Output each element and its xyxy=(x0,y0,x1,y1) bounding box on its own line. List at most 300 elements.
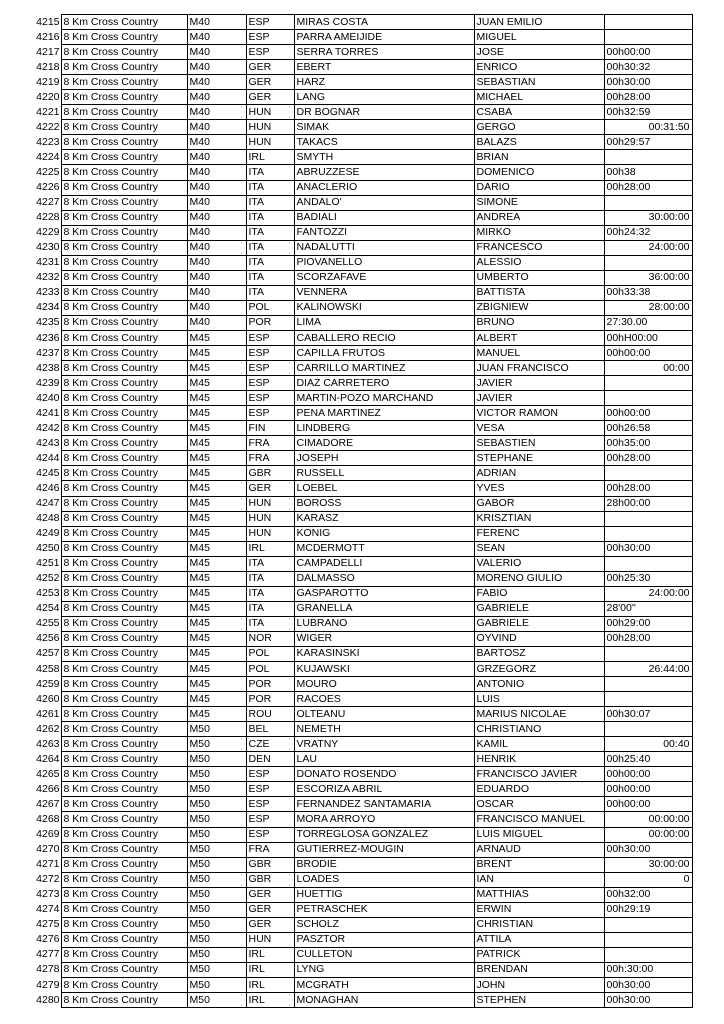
table-row xyxy=(33,571,692,586)
surname-cell: LUBRANO xyxy=(294,616,474,631)
table-row xyxy=(33,812,692,827)
nation-cell: ESP xyxy=(246,827,294,842)
first-name-cell: EDUARDO xyxy=(474,782,604,797)
event-cell: 8 Km Cross Country xyxy=(61,978,187,993)
surname-cell: PASZTOR xyxy=(294,932,474,947)
category-cell: M50 xyxy=(187,978,246,993)
surname-cell: ANACLERIO xyxy=(294,180,474,195)
row-number: 4235 xyxy=(36,316,60,329)
category-cell: M45 xyxy=(187,677,246,692)
row-number: 4248 xyxy=(36,512,60,525)
first-name-cell: FRANCISCO MANUEL xyxy=(474,812,604,827)
row-number: 4278 xyxy=(36,963,60,976)
first-name-cell: CSABA xyxy=(474,105,604,120)
category-cell: M45 xyxy=(187,616,246,631)
first-name-cell: FRANCESCO xyxy=(474,240,604,255)
category-cell: M45 xyxy=(187,361,246,376)
nation-cell: ITA xyxy=(246,586,294,601)
first-name-cell: MORENO GIULIO xyxy=(474,571,604,586)
surname-cell: LINDBERG xyxy=(294,421,474,436)
first-name-cell: BARTOSZ xyxy=(474,646,604,661)
time-cell: 00h30:07 xyxy=(604,707,692,722)
row-number: 4270 xyxy=(36,843,60,856)
surname-cell: TAKACS xyxy=(294,135,474,150)
time-cell: 00h28:00 xyxy=(604,481,692,496)
table-row xyxy=(33,285,692,300)
row-number: 4219 xyxy=(36,75,60,88)
table-row xyxy=(33,932,692,947)
nation-cell: FRA xyxy=(246,842,294,857)
row-number: 4276 xyxy=(36,933,60,946)
nation-cell: GER xyxy=(246,887,294,902)
surname-cell: NADALUTTI xyxy=(294,240,474,255)
nation-cell: ESP xyxy=(246,782,294,797)
event-cell: 8 Km Cross Country xyxy=(61,737,187,752)
event-cell: 8 Km Cross Country xyxy=(61,571,187,586)
first-name-cell: VESA xyxy=(474,421,604,436)
table-row xyxy=(33,707,692,722)
nation-cell: BEL xyxy=(246,722,294,737)
time-cell: 00h30:00 xyxy=(604,842,692,857)
event-cell: 8 Km Cross Country xyxy=(61,692,187,707)
surname-cell: PENA MARTINEZ xyxy=(294,406,474,421)
category-cell: M40 xyxy=(187,285,246,300)
first-name-cell: LUIS MIGUEL xyxy=(474,827,604,842)
first-name-cell: JUAN EMILIO xyxy=(474,15,604,30)
nation-cell: ESP xyxy=(246,797,294,812)
first-name-cell: HENRIK xyxy=(474,752,604,767)
time-cell: 00h30:00 xyxy=(604,541,692,556)
category-cell: M40 xyxy=(187,60,246,75)
row-number: 4243 xyxy=(36,436,60,449)
category-cell: M45 xyxy=(187,436,246,451)
table-row xyxy=(33,586,692,601)
category-cell: M40 xyxy=(187,45,246,60)
table-row xyxy=(33,300,692,315)
nation-cell: HUN xyxy=(246,511,294,526)
time-cell: 00h:30:00 xyxy=(604,962,692,977)
time-cell: 00h30:00 xyxy=(604,978,692,993)
first-name-cell: ERWIN xyxy=(474,902,604,917)
results-table-body xyxy=(33,15,692,1008)
time-cell xyxy=(604,30,692,45)
time-cell xyxy=(604,195,692,210)
event-cell: 8 Km Cross Country xyxy=(61,210,187,225)
surname-cell: DR BOGNAR xyxy=(294,105,474,120)
surname-cell: RACOES xyxy=(294,692,474,707)
category-cell: M45 xyxy=(187,376,246,391)
time-cell xyxy=(604,526,692,541)
surname-cell: MOURO xyxy=(294,677,474,692)
table-row xyxy=(33,782,692,797)
surname-cell: EBERT xyxy=(294,60,474,75)
event-cell: 8 Km Cross Country xyxy=(61,842,187,857)
event-cell: 8 Km Cross Country xyxy=(61,406,187,421)
first-name-cell: MATTHIAS xyxy=(474,887,604,902)
table-row xyxy=(33,451,692,466)
row-number: 4215 xyxy=(36,15,60,28)
event-cell: 8 Km Cross Country xyxy=(61,391,187,406)
surname-cell: ABRUZZESE xyxy=(294,165,474,180)
event-cell: 8 Km Cross Country xyxy=(61,225,187,240)
event-cell: 8 Km Cross Country xyxy=(61,511,187,526)
table-row xyxy=(33,752,692,767)
nation-cell: IRL xyxy=(246,978,294,993)
time-cell: 00h00:00 xyxy=(604,346,692,361)
category-cell: M50 xyxy=(187,797,246,812)
nation-cell: POL xyxy=(246,300,294,315)
category-cell: M40 xyxy=(187,270,246,285)
surname-cell: LYNG xyxy=(294,962,474,977)
time-cell: 00h29:00 xyxy=(604,616,692,631)
table-row xyxy=(33,361,692,376)
table-row xyxy=(33,255,692,270)
event-cell: 8 Km Cross Country xyxy=(61,556,187,571)
time-cell: 30:00:00 xyxy=(604,857,692,872)
table-row xyxy=(33,165,692,180)
time-cell: 00h30:00 xyxy=(604,993,692,1008)
category-cell: M40 xyxy=(187,315,246,330)
surname-cell: SCHOLZ xyxy=(294,917,474,932)
row-number: 4277 xyxy=(36,948,60,961)
event-cell: 8 Km Cross Country xyxy=(61,466,187,481)
nation-cell: ITA xyxy=(246,195,294,210)
surname-cell: JOSEPH xyxy=(294,451,474,466)
time-cell xyxy=(604,722,692,737)
table-row xyxy=(33,526,692,541)
time-cell: 00h29:57 xyxy=(604,135,692,150)
nation-cell: ITA xyxy=(246,240,294,255)
row-number: 4266 xyxy=(36,782,60,795)
time-cell xyxy=(604,556,692,571)
table-row xyxy=(33,75,692,90)
table-row xyxy=(33,601,692,616)
row-number: 4244 xyxy=(36,451,60,464)
time-cell: 00:00:00 xyxy=(604,812,692,827)
nation-cell: FRA xyxy=(246,451,294,466)
first-name-cell: BRIAN xyxy=(474,150,604,165)
nation-cell: GER xyxy=(246,917,294,932)
surname-cell: LOADES xyxy=(294,872,474,887)
event-cell: 8 Km Cross Country xyxy=(61,827,187,842)
results-table xyxy=(33,14,693,1008)
row-number: 4236 xyxy=(36,331,60,344)
nation-cell: ITA xyxy=(246,571,294,586)
table-row xyxy=(33,842,692,857)
nation-cell: GBR xyxy=(246,872,294,887)
first-name-cell: FRANCISCO JAVIER xyxy=(474,767,604,782)
nation-cell: HUN xyxy=(246,135,294,150)
row-number: 4218 xyxy=(36,60,60,73)
nation-cell: ESP xyxy=(246,15,294,30)
row-number: 4273 xyxy=(36,888,60,901)
category-cell: M50 xyxy=(187,887,246,902)
nation-cell: FIN xyxy=(246,421,294,436)
nation-cell: FRA xyxy=(246,436,294,451)
event-cell: 8 Km Cross Country xyxy=(61,586,187,601)
nation-cell: ITA xyxy=(246,556,294,571)
nation-cell: ESP xyxy=(246,812,294,827)
first-name-cell: JAVIER xyxy=(474,376,604,391)
surname-cell: CULLETON xyxy=(294,947,474,962)
time-cell xyxy=(604,15,692,30)
time-cell: 28'00'' xyxy=(604,601,692,616)
surname-cell: VENNERA xyxy=(294,285,474,300)
event-cell: 8 Km Cross Country xyxy=(61,481,187,496)
row-number: 4231 xyxy=(36,256,60,269)
row-number: 4233 xyxy=(36,286,60,299)
category-cell: M45 xyxy=(187,601,246,616)
row-number: 4230 xyxy=(36,241,60,254)
surname-cell: MCGRATH xyxy=(294,978,474,993)
surname-cell: HUETTIG xyxy=(294,887,474,902)
category-cell: M50 xyxy=(187,812,246,827)
first-name-cell: PATRICK xyxy=(474,947,604,962)
table-row xyxy=(33,797,692,812)
surname-cell: HARZ xyxy=(294,75,474,90)
event-cell: 8 Km Cross Country xyxy=(61,421,187,436)
row-number: 4265 xyxy=(36,767,60,780)
nation-cell: ITA xyxy=(246,601,294,616)
row-number: 4242 xyxy=(36,421,60,434)
category-cell: M50 xyxy=(187,962,246,977)
event-cell: 8 Km Cross Country xyxy=(61,15,187,30)
row-number: 4239 xyxy=(36,376,60,389)
event-cell: 8 Km Cross Country xyxy=(61,451,187,466)
time-cell: 00h29:19 xyxy=(604,902,692,917)
surname-cell: MONAGHAN xyxy=(294,993,474,1008)
category-cell: M40 xyxy=(187,120,246,135)
event-cell: 8 Km Cross Country xyxy=(61,601,187,616)
nation-cell: IRL xyxy=(246,150,294,165)
row-number: 4245 xyxy=(36,466,60,479)
row-number: 4251 xyxy=(36,557,60,570)
time-cell: 00h25:40 xyxy=(604,752,692,767)
time-cell: 28h00:00 xyxy=(604,496,692,511)
event-cell: 8 Km Cross Country xyxy=(61,917,187,932)
row-number: 4224 xyxy=(36,150,60,163)
table-row xyxy=(33,887,692,902)
event-cell: 8 Km Cross Country xyxy=(61,436,187,451)
surname-cell: PARRA AMEIJIDE xyxy=(294,30,474,45)
row-number: 4271 xyxy=(36,858,60,871)
row-number: 4216 xyxy=(36,30,60,43)
time-cell xyxy=(604,150,692,165)
first-name-cell: ALESSIO xyxy=(474,255,604,270)
nation-cell: ESP xyxy=(246,406,294,421)
surname-cell: GRANELLA xyxy=(294,601,474,616)
event-cell: 8 Km Cross Country xyxy=(61,165,187,180)
nation-cell: ITA xyxy=(246,180,294,195)
first-name-cell: MARIUS NICOLAE xyxy=(474,707,604,722)
table-row xyxy=(33,135,692,150)
nation-cell: HUN xyxy=(246,105,294,120)
event-cell: 8 Km Cross Country xyxy=(61,872,187,887)
time-cell: 00h28:00 xyxy=(604,451,692,466)
time-cell: 24:00:00 xyxy=(604,240,692,255)
category-cell: M40 xyxy=(187,30,246,45)
first-name-cell: ANDREA xyxy=(474,210,604,225)
first-name-cell: ZBIGNIEW xyxy=(474,300,604,315)
surname-cell: DONATO ROSENDO xyxy=(294,767,474,782)
row-number: 4227 xyxy=(36,196,60,209)
first-name-cell: VALERIO xyxy=(474,556,604,571)
row-number: 4232 xyxy=(36,271,60,284)
table-row xyxy=(33,722,692,737)
time-cell: 36:00:00 xyxy=(604,270,692,285)
nation-cell: HUN xyxy=(246,526,294,541)
table-row xyxy=(33,391,692,406)
time-cell: 00h00:00 xyxy=(604,406,692,421)
nation-cell: ESP xyxy=(246,346,294,361)
category-cell: M50 xyxy=(187,827,246,842)
category-cell: M40 xyxy=(187,75,246,90)
category-cell: M45 xyxy=(187,481,246,496)
first-name-cell: GABOR xyxy=(474,496,604,511)
row-number: 4274 xyxy=(36,903,60,916)
event-cell: 8 Km Cross Country xyxy=(61,962,187,977)
table-row xyxy=(33,90,692,105)
first-name-cell: UMBERTO xyxy=(474,270,604,285)
category-cell: M50 xyxy=(187,767,246,782)
surname-cell: MIRAS COSTA xyxy=(294,15,474,30)
row-number: 4225 xyxy=(36,165,60,178)
event-cell: 8 Km Cross Country xyxy=(61,887,187,902)
event-cell: 8 Km Cross Country xyxy=(61,105,187,120)
surname-cell: LIMA xyxy=(294,315,474,330)
time-cell: 00:40 xyxy=(604,737,692,752)
surname-cell: KARASINSKI xyxy=(294,646,474,661)
event-cell: 8 Km Cross Country xyxy=(61,90,187,105)
time-cell xyxy=(604,677,692,692)
event-cell: 8 Km Cross Country xyxy=(61,752,187,767)
time-cell: 00:31:50 xyxy=(604,120,692,135)
category-cell: M45 xyxy=(187,646,246,661)
table-row xyxy=(33,466,692,481)
category-cell: M45 xyxy=(187,466,246,481)
time-cell xyxy=(604,692,692,707)
time-cell xyxy=(604,646,692,661)
table-row xyxy=(33,662,692,677)
event-cell: 8 Km Cross Country xyxy=(61,60,187,75)
category-cell: M40 xyxy=(187,165,246,180)
event-cell: 8 Km Cross Country xyxy=(61,270,187,285)
time-cell xyxy=(604,917,692,932)
table-row xyxy=(33,195,692,210)
event-cell: 8 Km Cross Country xyxy=(61,857,187,872)
event-cell: 8 Km Cross Country xyxy=(61,255,187,270)
time-cell: 00h00:00 xyxy=(604,767,692,782)
nation-cell: ESP xyxy=(246,45,294,60)
event-cell: 8 Km Cross Country xyxy=(61,631,187,646)
table-row xyxy=(33,541,692,556)
event-cell: 8 Km Cross Country xyxy=(61,361,187,376)
first-name-cell: GABRIELE xyxy=(474,616,604,631)
nation-cell: ITA xyxy=(246,165,294,180)
first-name-cell: IAN xyxy=(474,872,604,887)
surname-cell: DALMASSO xyxy=(294,571,474,586)
surname-cell: CAPILLA FRUTOS xyxy=(294,346,474,361)
category-cell: M40 xyxy=(187,15,246,30)
event-cell: 8 Km Cross Country xyxy=(61,30,187,45)
category-cell: M50 xyxy=(187,947,246,962)
nation-cell: GBR xyxy=(246,466,294,481)
nation-cell: ITA xyxy=(246,210,294,225)
nation-cell: GER xyxy=(246,75,294,90)
nation-cell: ITA xyxy=(246,616,294,631)
category-cell: M45 xyxy=(187,346,246,361)
event-cell: 8 Km Cross Country xyxy=(61,782,187,797)
category-cell: M40 xyxy=(187,240,246,255)
event-cell: 8 Km Cross Country xyxy=(61,646,187,661)
event-cell: 8 Km Cross Country xyxy=(61,526,187,541)
table-row xyxy=(33,947,692,962)
surname-cell: BRODIE xyxy=(294,857,474,872)
table-row xyxy=(33,902,692,917)
table-row xyxy=(33,692,692,707)
event-cell: 8 Km Cross Country xyxy=(61,330,187,345)
first-name-cell: JAVIER xyxy=(474,391,604,406)
surname-cell: MCDERMOTT xyxy=(294,541,474,556)
surname-cell: BOROSS xyxy=(294,496,474,511)
row-number: 4261 xyxy=(36,707,60,720)
table-row xyxy=(33,556,692,571)
row-number: 4220 xyxy=(36,90,60,103)
table-row xyxy=(33,225,692,240)
row-number: 4263 xyxy=(36,737,60,750)
first-name-cell: ANTONIO xyxy=(474,677,604,692)
row-number: 4250 xyxy=(36,542,60,555)
category-cell: M45 xyxy=(187,541,246,556)
first-name-cell: JUAN FRANCISCO xyxy=(474,361,604,376)
nation-cell: GER xyxy=(246,481,294,496)
table-row xyxy=(33,240,692,255)
table-row xyxy=(33,330,692,345)
nation-cell: IRL xyxy=(246,947,294,962)
time-cell xyxy=(604,466,692,481)
category-cell: M50 xyxy=(187,872,246,887)
category-cell: M45 xyxy=(187,556,246,571)
time-cell: 00h30:00 xyxy=(604,75,692,90)
table-row xyxy=(33,827,692,842)
event-cell: 8 Km Cross Country xyxy=(61,932,187,947)
row-number: 4262 xyxy=(36,722,60,735)
category-cell: M50 xyxy=(187,993,246,1008)
table-row xyxy=(33,45,692,60)
first-name-cell: STEPHANE xyxy=(474,451,604,466)
surname-cell: GUTIERREZ-MOUGIN xyxy=(294,842,474,857)
event-cell: 8 Km Cross Country xyxy=(61,707,187,722)
event-cell: 8 Km Cross Country xyxy=(61,300,187,315)
table-row xyxy=(33,631,692,646)
first-name-cell: DOMENICO xyxy=(474,165,604,180)
category-cell: M50 xyxy=(187,857,246,872)
nation-cell: ESP xyxy=(246,391,294,406)
event-cell: 8 Km Cross Country xyxy=(61,797,187,812)
row-number: 4256 xyxy=(36,632,60,645)
nation-cell: POL xyxy=(246,646,294,661)
time-cell: 00h33:38 xyxy=(604,285,692,300)
category-cell: M45 xyxy=(187,406,246,421)
row-number: 4258 xyxy=(36,662,60,675)
first-name-cell: ENRICO xyxy=(474,60,604,75)
category-cell: M45 xyxy=(187,511,246,526)
time-cell: 00:00:00 xyxy=(604,827,692,842)
category-cell: M50 xyxy=(187,722,246,737)
row-number: 4247 xyxy=(36,497,60,510)
first-name-cell: ADRIAN xyxy=(474,466,604,481)
surname-cell: CIMADORE xyxy=(294,436,474,451)
